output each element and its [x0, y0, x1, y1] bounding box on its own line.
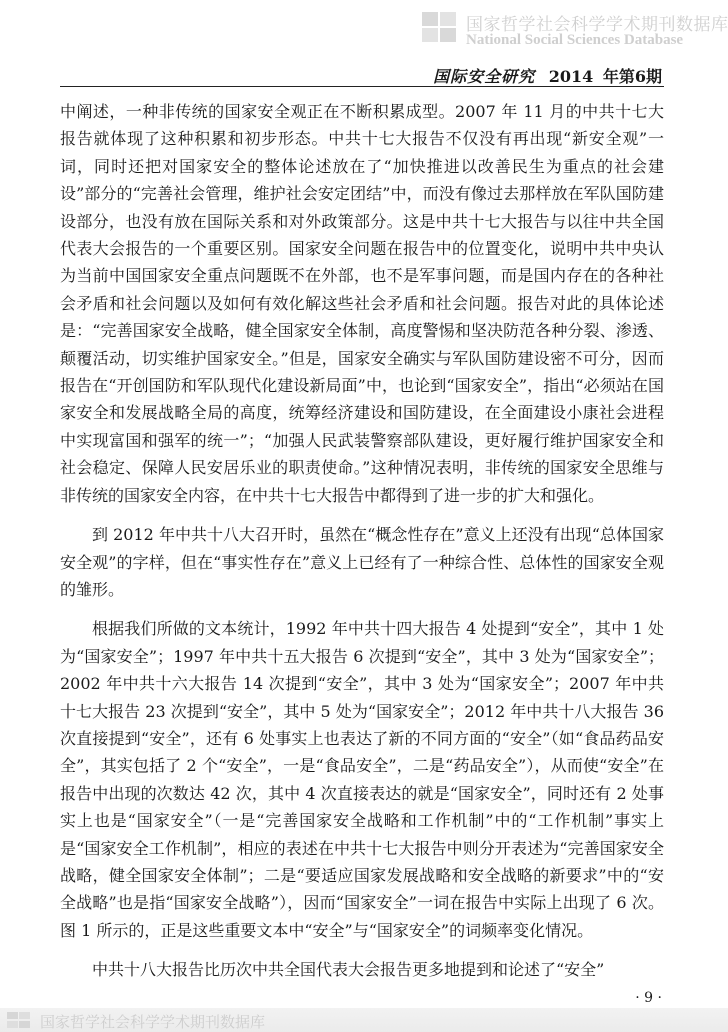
journal-header: [433, 64, 662, 87]
database-logo-icon: [6, 1011, 32, 1029]
journal-title: 国际安全研究: [433, 67, 536, 86]
page-number: · 9 ·: [635, 990, 662, 1006]
watermark-cn: 国家哲学社会科学学术期刊数据库: [466, 15, 728, 35]
database-logo-icon: [420, 10, 460, 46]
header-rule: [60, 86, 664, 87]
paragraph: 到 2012 年中共十八大召开时，虽然在“概念性存在”意义上还没有出现“总体国家安全观”的字样，但在“事实性存在”意义上已经有了一种综合性、总体性的国家安全观的雏形。: [60, 525, 664, 599]
journal-year: 2014: [548, 67, 594, 86]
watermark-bottom: [0, 1008, 728, 1032]
watermark-top: [420, 8, 728, 52]
journal-issue: 年第6期: [602, 67, 662, 86]
paragraph: 根据我们所做的文本统计，1992 年中共十四大报告 4 处提到“安全”，其中 1 处为“国家安全”；1997 年中共十五大报告 6 次提到“安全”，其中 3 处为“国家安全”；2002 年中共十六大报告 14 次提到“安全”，其中 3 处为“国家安全”；2007 年中共十七大报告 23 次提到“安全”，其中 5 处为“国家安全”；2012 年中共十八大报告 36 次直接提到“安全”，还有 6 处事实上也表达了新的不同方面的“安全”（如“食品药品安全”，其实包括了 2 个“安全”，一是“食品安全”，二是“药品安全”），从而使“安全”在报告中出现的次数达 42 次，其中 4 次直接表达的就是“国家安全”，同时还有 2 处事实上也是“国家安全”（一是“完善国家安全战略和工作机制”中的“工作机制”事实上是“国家安全工作机制”，相应的表述在中共十七大报告中则分开表述为“完善国家安全战略，健全国家安全体制”；二是“要适应国家发展战略和安全战略的新要求”中的“安全战略”也是指“国家安全战略”），因而“国家安全”一词在报告中实际上出现了 6 次。图 1 所示的，正是这些重要文本中“安全”与“国家安全”的词频率变化情况。: [60, 619, 664, 940]
watermark-en: National Social Sciences Database: [466, 32, 684, 48]
paragraph: 中共十八大报告比历次中共全国代表大会报告更多地提到和论述了“安全”: [92, 960, 605, 980]
watermark-bottom-text: 国家哲学社会科学学术期刊数据库: [40, 1013, 266, 1031]
article-body: [60, 98, 664, 996]
paragraph: 中阐述，一种非传统的国家安全观正在不断积累成型。2007 年 11 月的中共十七大报告就体现了这种积累和初步形态。中共十七大报告不仅没有再出现“新安全观”一词，同时还把对国家安全的整体论述放在了“加快推进以改善民生为重点的社会建设”部分的“完善社会管理，维护社会安定团结”中，而没有像过去那样放在军队国防建设部分，也没有放在国际关系和对外政策部分。这是中共十七大报告与以往中共全国代表大会报告的一个重要区别。国家安全问题在报告中的位置变化，说明中共中央认为当前中国国家安全重点问题既不在外部，也不是军事问题，而是国内存在的各种社会矛盾和社会问题以及如何有效化解这些社会矛盾和社会问题。报告对此的具体论述是：“完善国家安全战略，健全国家安全体制，高度警惕和坚决防范各种分裂、渗透、颠覆活动，切实维护国家安全。”但是，国家安全确实与军队国防建设密不可分，因而报告在“开创国防和军队现代化建设新局面”中，也论到“国家安全”，指出“必须站在国家安全和发展战略全局的高度，统筹经济建设和国防建设，在全面建设小康社会进程中实现富国和强军的统一”；“加强人民武装警察部队建设，更好履行维护国家安全和社会稳定、保障人民安居乐业的职责使命。”这种情况表明，非传统的国家安全思维与非传统的国家安全内容，在中共十七大报告中都得到了进一步的扩大和强化。: [60, 102, 664, 505]
